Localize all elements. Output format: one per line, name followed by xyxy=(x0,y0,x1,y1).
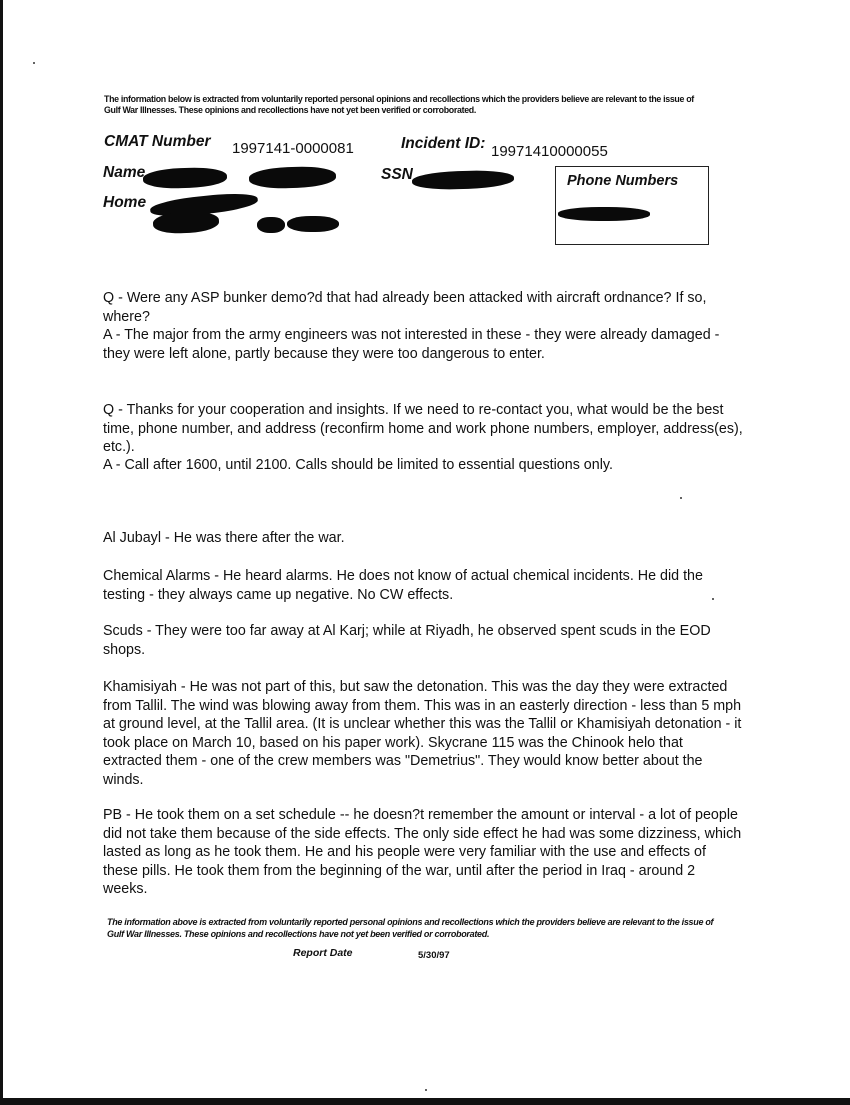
ssn-label: SSN xyxy=(381,166,413,183)
redaction-name-first xyxy=(143,167,228,190)
report-date-label: Report Date xyxy=(293,947,353,959)
redaction-ssn xyxy=(412,169,515,191)
incident-label: Incident ID: xyxy=(401,135,486,152)
scan-edge-left xyxy=(0,0,3,1105)
redaction-home-zip-b xyxy=(287,216,339,232)
cmat-value: 1997141-0000081 xyxy=(232,140,354,157)
scan-speck xyxy=(425,1089,427,1091)
note-al-jubayl: Al Jubayl - He was there after the war. xyxy=(103,530,345,546)
note-scuds: Scuds - They were too far away at Al Karj; while at Riyadh, he observed spent scuds in the EOD shops. xyxy=(103,623,711,658)
phone-numbers-title: Phone Numbers xyxy=(567,173,679,189)
incident-value: 19971410000055 xyxy=(491,143,608,160)
note-chemical-alarms: Chemical Alarms - He heard alarms. He does not know of actual chemical incidents. He did the testing - they always came up negative. No CW effects. xyxy=(103,568,703,603)
note-khamisiyah: Khamisiyah - He was not part of this, but saw the detonation. This was the day they were extracted from Tallil. The wind was blowing away from them. This was in an easterly direction - less than 5 mph at ground level, at the Tallil area. (It is unclear whether this was the Tallil or Khamisiyah detonation - it took place on March 10, based on his paper work). Skycrane 115 was the Chinook helo that extracted them - one of the crew members was "Demetrius". They would know better about the winds. xyxy=(103,679,742,788)
redaction-phone xyxy=(558,207,650,221)
question-2: Q - Thanks for your cooperation and insights. If we need to re-contact you, what would be the best time, phone number, and address (reconfirm home and work phone numbers, employer, address(es), etc.). xyxy=(103,402,743,455)
name-label: Name xyxy=(103,164,146,181)
answer-1: A - The major from the army engineers was not interested in these - they were already damaged - they were left alone, partly because they were too dangerous to enter. xyxy=(103,327,720,362)
question-1: Q - Were any ASP bunker demo?d that had already been attacked with aircraft ordnance? If so, where? xyxy=(103,290,707,325)
bottom-disclaimer: The information above is extracted from voluntarily reported personal opinions and recollections which the providers believe are relevant to the issue of Gulf War Illnesses. These opinions and recollections have not yet been verified or corroborated. xyxy=(107,917,714,939)
scan-edge-bottom xyxy=(0,1098,850,1105)
scan-speck xyxy=(680,497,682,499)
cmat-label: CMAT Number xyxy=(104,133,211,150)
redaction-home-zip-a xyxy=(257,217,285,233)
redaction-name-last xyxy=(249,165,337,189)
top-disclaimer: The information below is extracted from voluntarily reported personal opinions and recollections which the providers believe are relevant to the issue of Gulf War Illnesses. These opinions and recollections have not yet been verified or corroborated. xyxy=(104,94,694,116)
home-label: Home xyxy=(103,194,147,211)
report-date-value: 5/30/97 xyxy=(418,950,450,961)
note-pb: PB - He took them on a set schedule -- he doesn?t remember the amount or interval - a lot of people did not take them because of the side effects. The only side effect he had was some dizziness, which lasted as long as he took them. He and his people were very familiar with the use and effects of these pills. He took them from the beginning of the war, until after the period in Iraq - around 2 weeks. xyxy=(103,807,742,897)
answer-2: A - Call after 1600, until 2100. Calls should be limited to essential questions only. xyxy=(103,457,613,473)
scan-speck xyxy=(33,62,35,64)
